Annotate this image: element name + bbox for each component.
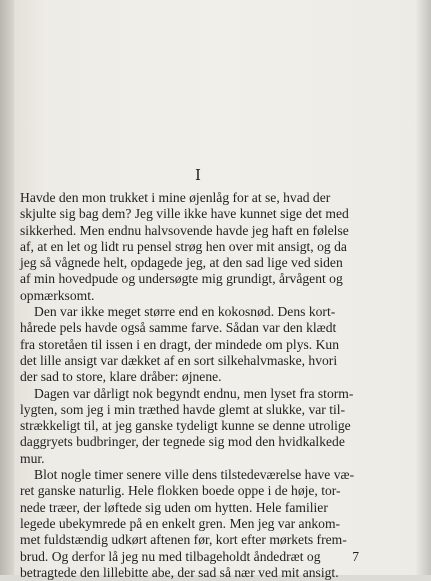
text-line: ret ganske naturlig. Hele flokken boede oppe i de høje, tor- [20,483,341,499]
body-text [20,190,364,581]
text-line: nede træer, der løftede sig uden om hytten. Hele familier [20,499,328,515]
chapter-heading: I [195,166,201,184]
text-line: skjulte sig bag dem? Jeg ville ikke have kunnet sige det med [20,206,349,222]
text-line: lygten, som jeg i min træthed havde glemt at slukke, var til- [20,401,346,417]
text-line: Den var ikke meget større end en kokosnød. Dens kort- [34,304,336,320]
text-line: fra storetåen til issen i en dragt, der mindede om plys. Kun [20,336,339,352]
text-line: daggryets budbringer, der tegnede sig mod den hvidkalkede [20,434,345,450]
text-line: af min hovedpude og undersøgte mig grundigt, årvågent og [20,271,343,287]
text-line: hårede pels havde også samme farve. Sådan var den klædt [20,320,337,336]
text-line: mur. [20,450,45,466]
text-line: af, at en let og lidt ru pensel strøg hen over mit ansigt, og da [20,238,347,254]
page-number: 7 [352,549,359,564]
text-line: der sad to store, klare dråber: øjnene. [20,369,222,385]
text-line: met fuldstændig udkørt aftenen før, kort efter mørkets frem- [20,532,347,548]
text-line: jeg så vågnede helt, opdagede jeg, at den sad lige ved siden [20,255,343,271]
text-line: det lille ansigt var dækket af en sort silkehalvmaske, hvori [20,352,338,368]
page-edge-shadow [415,0,431,575]
text-line: legede ubekymrede på en enkelt gren. Men jeg var ankom- [20,515,341,531]
text-line: strækkeligt til, at jeg ganske tydeligt kunne se denne utrolige [20,418,351,434]
text-line: betragtede den lillebitte abe, der sad så nær ved mit ansigt. [20,564,339,580]
text-line: sikkerhed. Men endnu halvsovende havde jeg haft en følelse [20,222,349,238]
text-line: brud. Og derfor lå jeg nu med tilbageholdt åndedræt og [20,548,321,564]
text-line: Blot nogle timer senere ville dens tilstedeværelse have væ- [34,467,355,483]
text-line: Dagen var dårligt nok begyndt endnu, men lyset fra storm- [34,385,354,401]
text-line: opmærksomt. [20,287,95,303]
text-line: Havde den mon trukket i mine øjenlåg for at se, hvad der [20,190,331,205]
